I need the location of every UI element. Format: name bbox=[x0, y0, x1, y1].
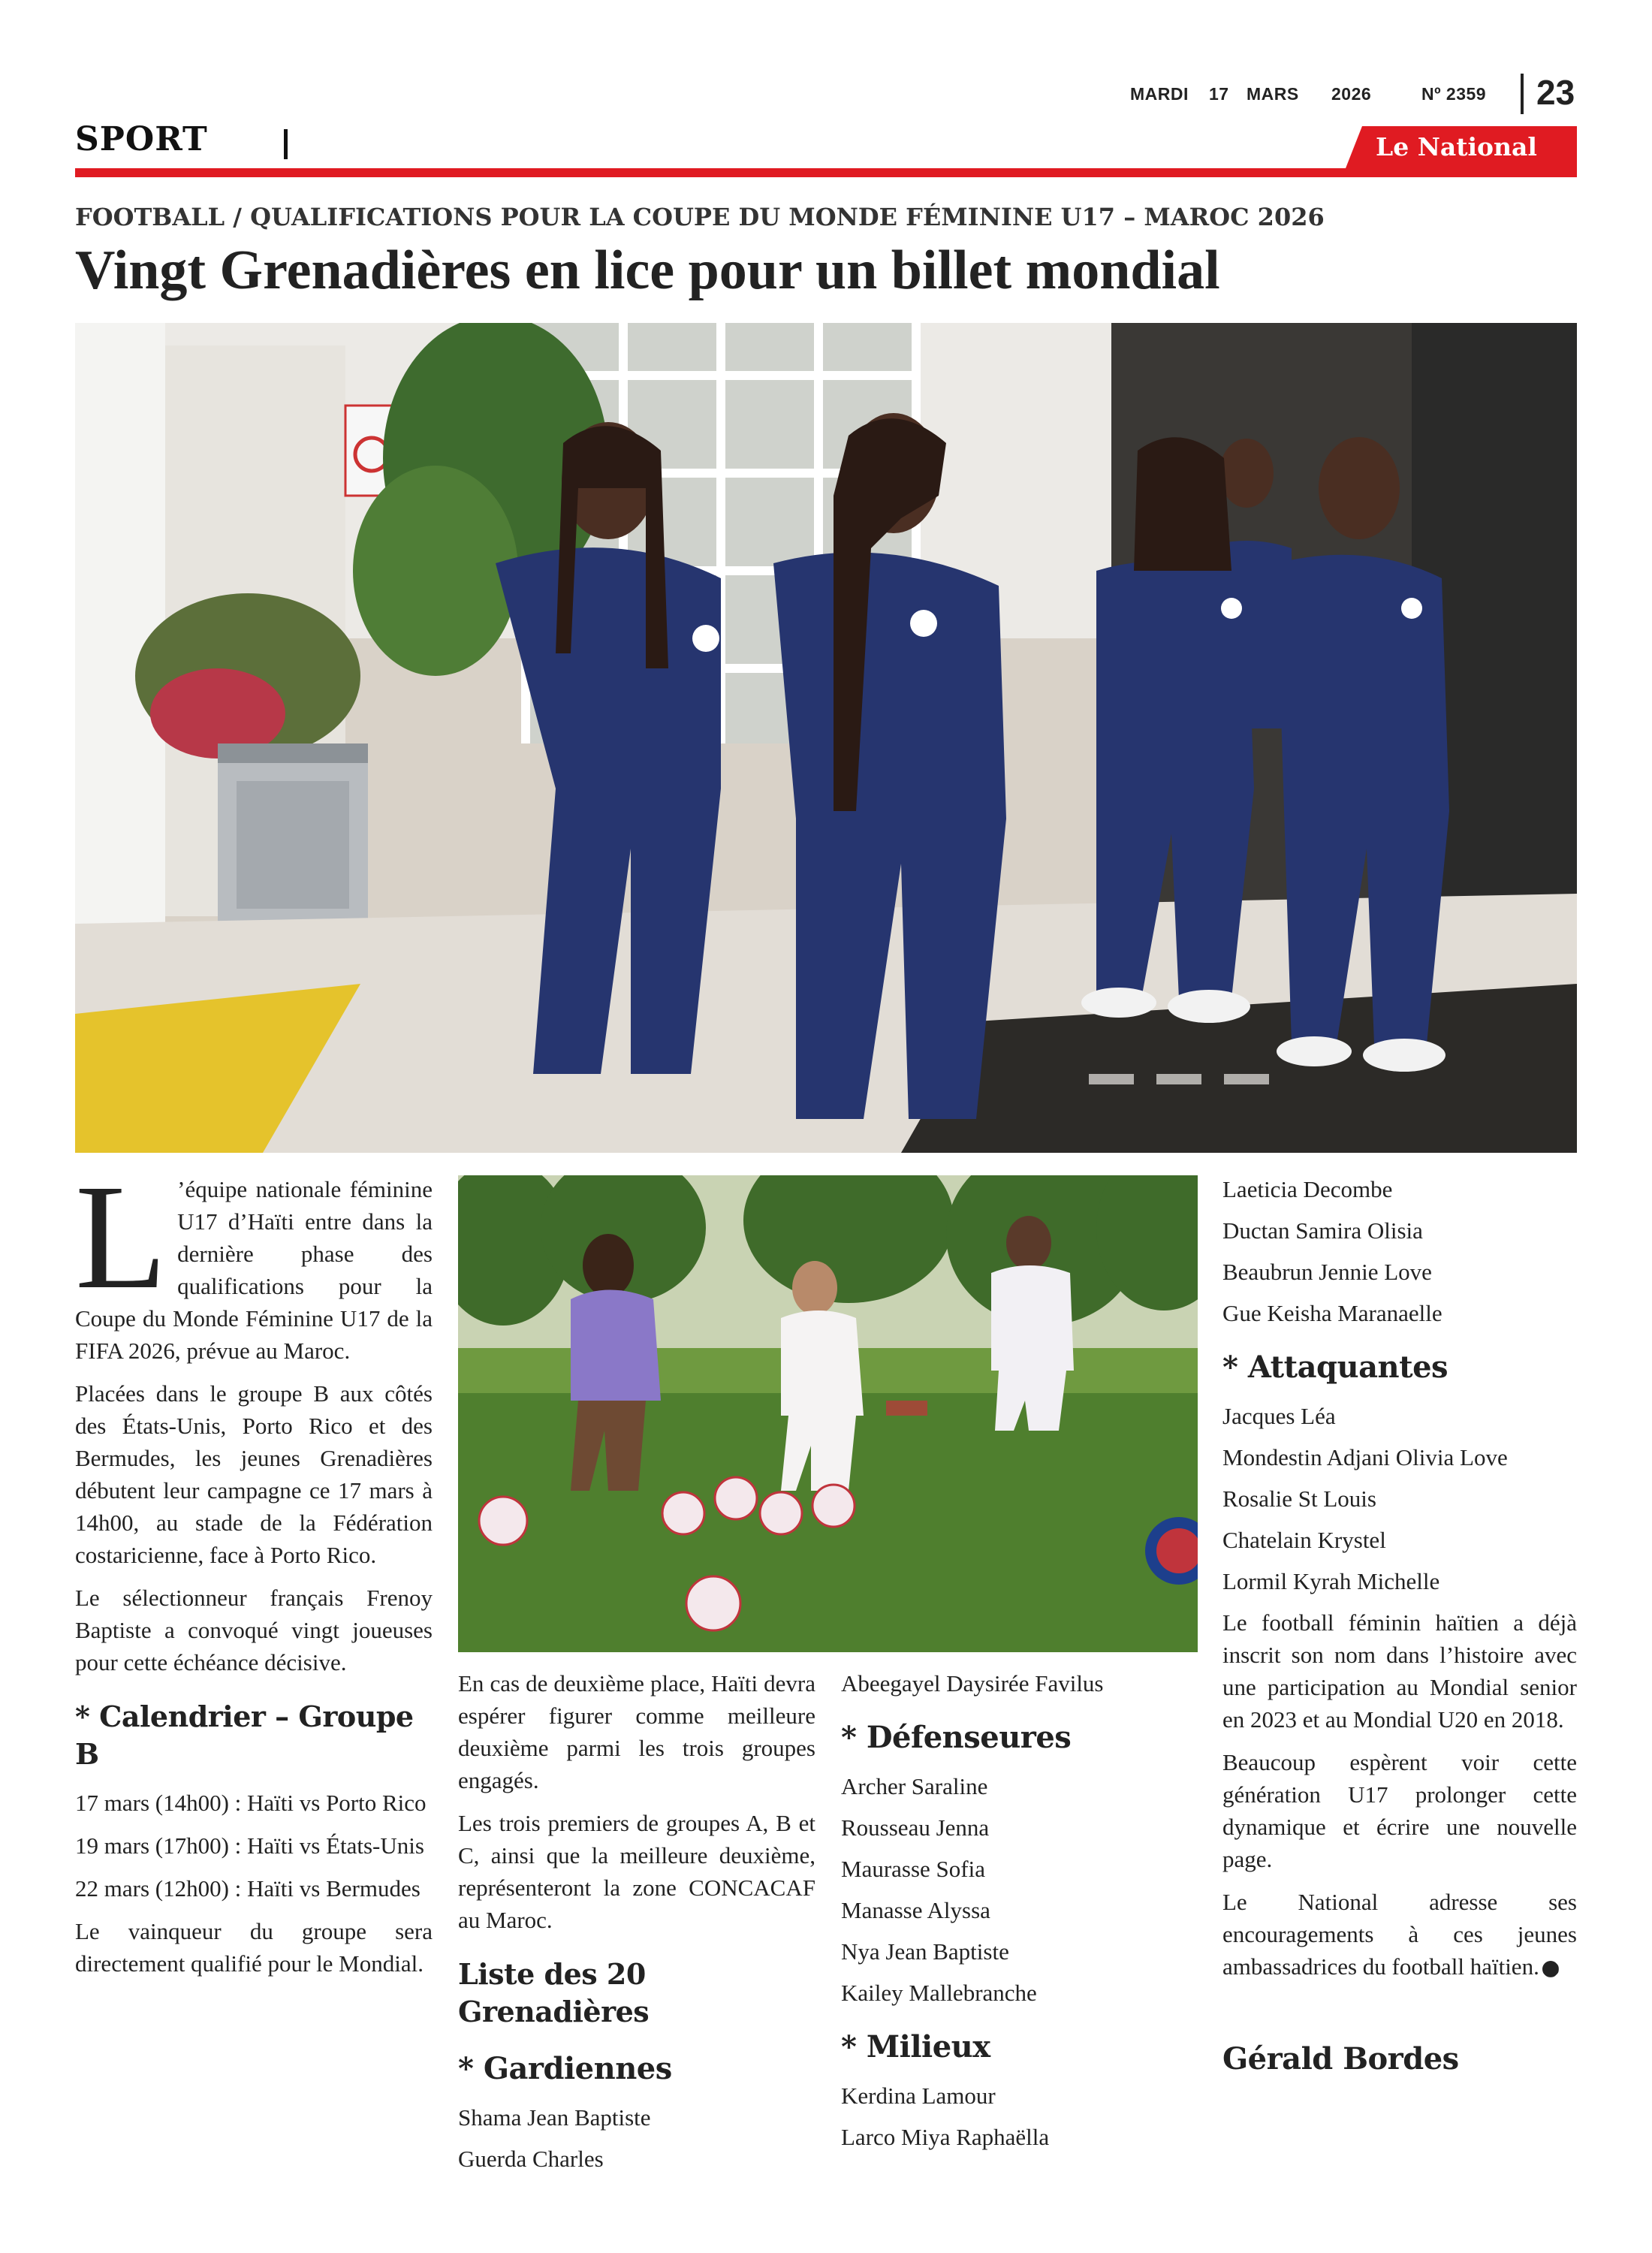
player-name: Chatelain Krystel bbox=[1222, 1527, 1386, 1553]
article-headline: Vingt Grenadières en lice pour un billet mondial bbox=[75, 240, 1220, 301]
goalkeepers-heading: * Gardiennes bbox=[458, 2051, 672, 2086]
page-number-divider bbox=[1521, 74, 1524, 114]
training-photo bbox=[458, 1175, 1198, 1652]
article-column-3 bbox=[841, 1667, 1198, 2162]
player-name: Ductan Samira Olisia bbox=[1222, 1217, 1423, 1244]
player-name: Mondestin Adjani Olivia Love bbox=[1222, 1444, 1508, 1470]
issue-year: 2026 bbox=[1331, 84, 1372, 104]
closing-paragraph: Le National adresse ses encouragements à ces jeunes ambassadrices du football haïtien. bbox=[1222, 1889, 1577, 1980]
main-photo bbox=[75, 323, 1577, 1153]
player-name: Laeticia Decombe bbox=[1222, 1176, 1393, 1202]
issue-date: 17 bbox=[1209, 84, 1229, 104]
player-name: Larco Miya Raphaëlla bbox=[841, 2124, 1050, 2150]
article-kicker: FOOTBALL / QUALIFICATIONS POUR LA COUPE DU MONDE FÉMININE U17 – MAROC 2026 bbox=[75, 203, 1325, 231]
player-name: Jacques Léa bbox=[1222, 1403, 1336, 1429]
article-column-1 bbox=[75, 1154, 433, 1990]
paragraph: Beaucoup espèrent voir cette génération U17 prolonger cette dynamique et écrire une nouvelle page. bbox=[1222, 1749, 1577, 1872]
player-name: Kerdina Lamour bbox=[841, 2083, 996, 2109]
issue-month: MARS bbox=[1247, 84, 1299, 104]
player-name: Rosalie St Louis bbox=[1222, 1485, 1376, 1512]
paragraph: Le football féminin haïtien a déjà inscrit son nom dans l’histoire avec une participation au Mondial senior en 2023 et au Mondial U20 en 2018. bbox=[1222, 1609, 1577, 1733]
player-name: Manasse Alyssa bbox=[841, 1897, 990, 1923]
player-name: Lormil Kyrah Michelle bbox=[1222, 1568, 1440, 1594]
author-byline: Gérald Bordes bbox=[1222, 2041, 1459, 2077]
calendar-item: 17 mars (14h00) : Haïti vs Porto Rico bbox=[75, 1790, 427, 1816]
player-name: Guerda Charles bbox=[458, 2146, 604, 2172]
article-column-2 bbox=[458, 1667, 815, 2184]
drop-cap: L bbox=[75, 1154, 167, 1320]
paragraph: Le vainqueur du groupe sera directement qualifié pour le Mondial. bbox=[75, 1918, 433, 1977]
paragraph: Le sélectionneur français Frenoy Baptiste a convoqué vingt joueuses pour cette échéance décisive. bbox=[75, 1585, 433, 1675]
paragraph: Placées dans le groupe B aux côtés des États-Unis, Porto Rico et des Bermudes, les jeunes Grenadières débutent leur campagne ce 17 mars à 14h00, au stade de la Fédération costaricienne, face à Porto Rico. bbox=[75, 1380, 433, 1568]
forwards-heading: * Attaquantes bbox=[1222, 1350, 1449, 1385]
player-name: Beaubrun Jennie Love bbox=[1222, 1259, 1432, 1285]
header-rule bbox=[75, 168, 1577, 177]
player-name: Gue Keisha Maranaelle bbox=[1222, 1300, 1442, 1326]
newspaper-brand: Le National bbox=[1376, 132, 1537, 161]
intro-paragraph: L ’équipe nationale féminine U17 d’Haïti entre dans la dernière phase des qualifications pour la Coupe du Monde Féminine U17 de la FIFA 2026, prévue au Maroc. bbox=[75, 1154, 433, 1364]
end-of-article-icon bbox=[1542, 1961, 1559, 1977]
calendar-item: 22 mars (12h00) : Haïti vs Bermudes bbox=[75, 1875, 421, 1902]
article-column-4 bbox=[1222, 1173, 1577, 2075]
player-name: Nya Jean Baptiste bbox=[841, 1938, 1009, 1965]
defenders-heading: * Défenseures bbox=[841, 1720, 1072, 1755]
player-name: Maurasse Sofia bbox=[841, 1856, 985, 1882]
page-number: 23 bbox=[1536, 73, 1575, 112]
paragraph: En cas de deuxième place, Haïti devra espérer figurer comme meilleure deuxième parmi les trois groupes engagés. bbox=[458, 1670, 815, 1793]
player-name: Abeegayel Daysirée Favilus bbox=[841, 1670, 1104, 1697]
calendar-heading: * Calendrier – Groupe B bbox=[75, 1700, 414, 1771]
paragraph: Les trois premiers de groupes A, B et C, ainsi que la meilleure deuxième, représenteront la zone CONCACAF au Maroc. bbox=[458, 1810, 815, 1933]
calendar-item: 19 mars (17h00) : Haïti vs États-Unis bbox=[75, 1832, 424, 1859]
midfielders-heading: * Milieux bbox=[841, 2029, 990, 2064]
player-name: Archer Saraline bbox=[841, 1773, 988, 1799]
issue-day: MARDI bbox=[1130, 84, 1189, 104]
roster-heading: Liste des 20 Grenadières bbox=[458, 1957, 650, 2028]
player-name: Shama Jean Baptiste bbox=[458, 2104, 651, 2131]
player-name: Rousseau Jenna bbox=[841, 1814, 990, 1841]
issue-number: Nº 2359 bbox=[1421, 84, 1487, 104]
section-label: SPORT bbox=[75, 120, 208, 158]
player-name: Kailey Mallebranche bbox=[841, 1980, 1037, 2006]
section-divider bbox=[284, 129, 288, 159]
